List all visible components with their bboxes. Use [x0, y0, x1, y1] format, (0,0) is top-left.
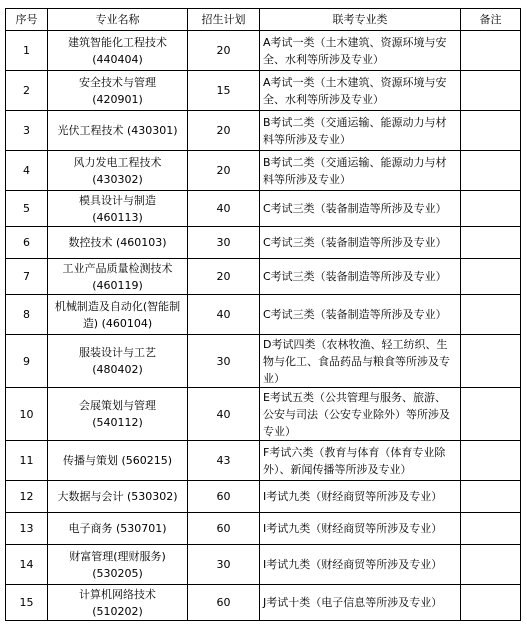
- row-num: 1: [6, 31, 48, 71]
- row-note: [461, 388, 521, 441]
- row-major-name: [48, 441, 188, 481]
- header-num: 序号: [6, 9, 48, 31]
- row-enrollment-plan: 15: [188, 71, 260, 111]
- major-name-text: 大数据与会计 (530302): [57, 490, 178, 503]
- row-enrollment-plan: 20: [188, 31, 260, 71]
- row-enrollment-plan: 30: [188, 335, 260, 388]
- row-num: 13: [6, 513, 48, 545]
- row-enrollment-plan: 30: [188, 545, 260, 585]
- header-enrollment-plan: 招生计划: [188, 9, 260, 31]
- major-name-text: 光伏工程技术 (430301): [57, 124, 178, 137]
- row-note: [461, 259, 521, 295]
- row-note: [461, 191, 521, 227]
- table-row: [6, 227, 521, 259]
- table-row: [6, 545, 521, 585]
- row-enrollment-plan: 60: [188, 585, 260, 621]
- header-exam-category: 联考专业类: [260, 9, 461, 31]
- row-major-name: [48, 227, 188, 259]
- table-row: [6, 259, 521, 295]
- row-exam-category: E考试五类（公共管理与服务、旅游、公安与司法（公安专业除外）等所涉及专业）: [260, 388, 461, 441]
- row-note: [461, 31, 521, 71]
- major-name-text: 计算机网络技术: [79, 587, 156, 601]
- row-note: [461, 441, 521, 481]
- table-row: [6, 585, 521, 621]
- major-code-text: (510202): [92, 604, 143, 618]
- table-row: [6, 441, 521, 481]
- row-exam-category: D考试四类（农林牧渔、轻工纺织、生物与化工、食品药品与粮食等所涉及专业）: [260, 335, 461, 388]
- table-row: [6, 191, 521, 227]
- row-num: 15: [6, 585, 48, 621]
- row-num: 7: [6, 259, 48, 295]
- table-row: [6, 31, 521, 71]
- row-note: [461, 481, 521, 513]
- major-name-text: 工业产品质量检测技术: [62, 261, 173, 275]
- row-exam-category: F考试六类（教育与体育（体育专业除外）、新闻传播等所涉及专业）: [260, 441, 461, 481]
- row-major-name: [48, 31, 188, 71]
- row-note: [461, 585, 521, 621]
- row-note: [461, 545, 521, 585]
- row-num: 5: [6, 191, 48, 227]
- row-note: [461, 335, 521, 388]
- row-enrollment-plan: 20: [188, 259, 260, 295]
- row-exam-category: A考试一类（土木建筑、资源环境与安全、水利等所涉及专业）: [260, 71, 461, 111]
- table-row: [6, 513, 521, 545]
- row-num: 2: [6, 71, 48, 111]
- table-row: [6, 295, 521, 335]
- row-num: 9: [6, 335, 48, 388]
- row-enrollment-plan: 40: [188, 191, 260, 227]
- major-name-text: 传播与策划 (560215): [62, 454, 173, 467]
- row-num: 3: [6, 111, 48, 151]
- row-num: 14: [6, 545, 48, 585]
- table-row: [6, 388, 521, 441]
- row-note: [461, 295, 521, 335]
- header-note: 备注: [461, 9, 521, 31]
- major-name-text: 服装设计与工艺: [79, 346, 156, 359]
- major-name-text: 财富管理(理财服务) (530205): [69, 549, 166, 580]
- row-major-name: [48, 545, 188, 585]
- major-name-text: 电子商务 (530701): [68, 522, 167, 535]
- row-exam-category: C考试三类（装备制造等所涉及专业）: [260, 191, 461, 227]
- major-code-text: (430302): [92, 172, 143, 186]
- major-code-text: (480402): [92, 363, 143, 376]
- row-note: [461, 227, 521, 259]
- row-exam-category: A考试一类（土木建筑、资源环境与安全、水利等所涉及专业）: [260, 31, 461, 71]
- row-major-name: [48, 71, 188, 111]
- row-enrollment-plan: 40: [188, 388, 260, 441]
- row-major-name: [48, 481, 188, 513]
- table-header-row: [6, 9, 521, 31]
- row-note: [461, 71, 521, 111]
- major-name-text: 风力发电工程技术: [73, 155, 162, 169]
- row-major-name: [48, 585, 188, 621]
- row-enrollment-plan: 40: [188, 295, 260, 335]
- row-note: [461, 151, 521, 191]
- row-exam-category: I考试九类（财经商贸等所涉及专业）: [260, 545, 461, 585]
- major-name-text: 机械制造及自动化(智能制造) (460104): [54, 299, 181, 330]
- row-enrollment-plan: 20: [188, 151, 260, 191]
- table-row: [6, 481, 521, 513]
- row-exam-category: J考试十类（电子信息等所涉及专业）: [260, 585, 461, 621]
- row-enrollment-plan: 60: [188, 481, 260, 513]
- row-num: 12: [6, 481, 48, 513]
- row-exam-category: C考试三类（装备制造等所涉及专业）: [260, 295, 461, 335]
- row-num: 4: [6, 151, 48, 191]
- row-enrollment-plan: 60: [188, 513, 260, 545]
- major-code-text: (540112): [92, 416, 143, 429]
- row-major-name: [48, 388, 188, 441]
- enrollment-table: [5, 8, 521, 621]
- row-exam-category: B考试二类（交通运输、能源动力与材料等所涉及专业）: [260, 151, 461, 191]
- major-name-text: 建筑智能化工程技术: [68, 35, 167, 49]
- row-major-name: [48, 151, 188, 191]
- row-exam-category: I考试九类（财经商贸等所涉及专业）: [260, 481, 461, 513]
- header-major-name: 专业名称: [48, 9, 188, 31]
- table-row: [6, 111, 521, 151]
- major-code-text: (420901): [92, 92, 143, 106]
- row-num: 6: [6, 227, 48, 259]
- table-row: [6, 71, 521, 111]
- table-body: [6, 31, 521, 621]
- row-major-name: [48, 111, 188, 151]
- row-major-name: [48, 259, 188, 295]
- row-note: [461, 513, 521, 545]
- major-name-text: 会展策划与管理: [79, 399, 156, 412]
- major-name-text: 数控技术 (460103): [68, 236, 167, 249]
- row-num: 10: [6, 388, 48, 441]
- major-code-text: (460119): [92, 278, 143, 292]
- row-enrollment-plan: 20: [188, 111, 260, 151]
- major-code-text: (440404): [92, 52, 143, 66]
- row-note: [461, 111, 521, 151]
- row-major-name: [48, 513, 188, 545]
- row-enrollment-plan: 30: [188, 227, 260, 259]
- row-exam-category: C考试三类（装备制造等所涉及专业）: [260, 259, 461, 295]
- row-major-name: [48, 191, 188, 227]
- row-num: 11: [6, 441, 48, 481]
- table-row: [6, 151, 521, 191]
- row-major-name: [48, 295, 188, 335]
- row-exam-category: I考试九类（财经商贸等所涉及专业）: [260, 513, 461, 545]
- row-exam-category: C考试三类（装备制造等所涉及专业）: [260, 227, 461, 259]
- row-exam-category: B考试二类（交通运输、能源动力与材料等所涉及专业）: [260, 111, 461, 151]
- major-name-text: 安全技术与管理: [79, 75, 156, 89]
- table-row: [6, 335, 521, 388]
- row-enrollment-plan: 43: [188, 441, 260, 481]
- row-num: 8: [6, 295, 48, 335]
- major-name-text: 模具设计与制造: [79, 193, 156, 207]
- row-major-name: [48, 335, 188, 388]
- major-code-text: (460113): [92, 210, 143, 224]
